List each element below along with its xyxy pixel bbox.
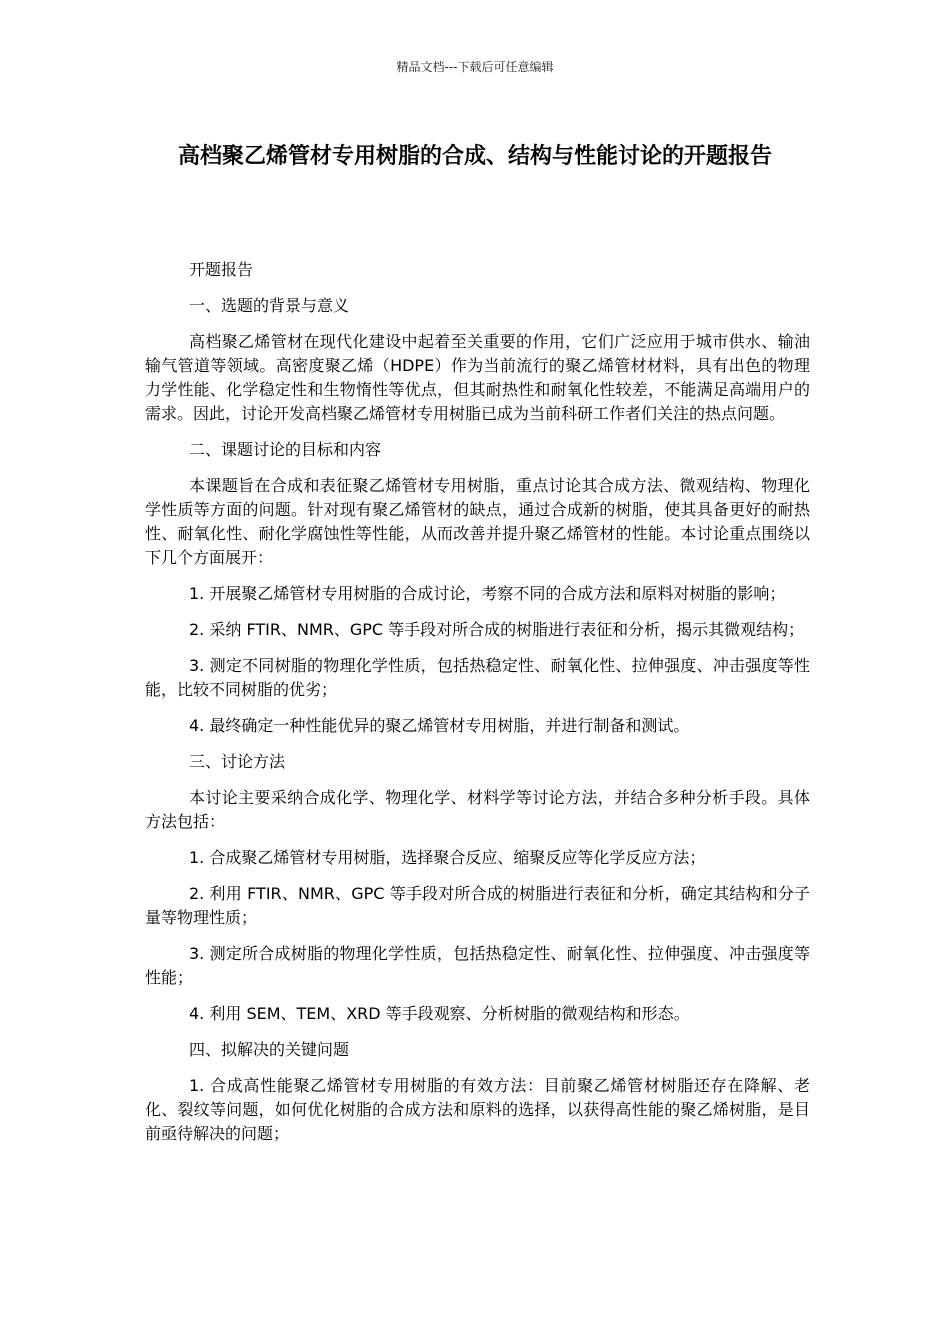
list-item-method-3: 3. 测定所合成树脂的物理化学性质，包括热稳定性、耐氧化性、拉伸强度、冲击强度等性能； [145,944,810,987]
section-heading-background: 一、选题的背景与意义 [189,296,350,315]
paragraph-report-label: 开题报告 [189,260,254,279]
list-item-method-1: 1. 合成聚乙烯管材专用树脂，选择聚合反应、缩聚反应等化学反应方法； [189,848,706,867]
section-heading-goals: 二、课题讨论的目标和内容 [189,440,382,459]
list-item-problem-1: 1. 合成高性能聚乙烯管材专用树脂的有效方法：目前聚乙烯管材树脂还存在降解、老化、裂纹等问题，如何优化树脂的合成方法和原料的选择，以获得高性能的聚乙烯树脂，是目前亟待解决的问题； [145,1076,810,1143]
list-item-goal-1: 1. 开展聚乙烯管材专用树脂的合成讨论，考察不同的合成方法和原料对树脂的影响； [189,584,786,603]
list-item-method-4: 4. 利用 SEM、TEM、XRD 等手段观察、分析树脂的微观结构和形态。 [189,1004,690,1023]
section-heading-methods: 三、讨论方法 [189,752,286,771]
header-note: 精品文档---下载后可任意编辑 [396,60,554,74]
paragraph-methods: 本讨论主要采纳合成化学、物理化学、材料学等讨论方法，并结合多种分析手段。具体方法包括： [145,788,810,831]
list-item-goal-3: 3. 测定不同树脂的物理化学性质，包括热稳定性、耐氧化性、拉伸强度、冲击强度等性能，比较不同树脂的优劣； [145,656,810,699]
list-item-method-2: 2. 利用 FTIR、NMR、GPC 等手段对所合成的树脂进行表征和分析，确定其结构和分子量等物理性质； [145,884,810,927]
list-item-goal-2: 2. 采纳 FTIR、NMR、GPC 等手段对所合成的树脂进行表征和分析，揭示其微观结构； [189,620,805,639]
document-body [145,258,810,1158]
paragraph-goals: 本课题旨在合成和表征聚乙烯管材专用树脂，重点讨论其合成方法、微观结构、物理化学性质等方面的问题。针对现有聚乙烯管材的缺点，通过合成新的树脂，使其具备更好的耐热性、耐氧化性、耐化学腐蚀性等性能，从而改善并提升聚乙烯管材的性能。本讨论重点围绕以下几个方面展开： [145,476,810,567]
list-item-goal-4: 4. 最终确定一种性能优异的聚乙烯管材专用树脂，并进行制备和测试。 [189,716,690,735]
paragraph-background: 高档聚乙烯管材在现代化建设中起着至关重要的作用，它们广泛应用于城市供水、输油输气管道等领域。高密度聚乙烯（HDPE）作为当前流行的聚乙烯管材材料，具有出色的物理力学性能、化学稳定性和生物惰性等优点，但其耐热性和耐氧化性较差，不能满足高端用户的需求。因此，讨论开发高档聚乙烯管材专用树脂已成为当前科研工作者们关注的热点问题。 [145,332,810,423]
section-heading-key-problems: 四、拟解决的关键问题 [189,1040,350,1059]
document-title: 高档聚乙烯管材专用树脂的合成、结构与性能讨论的开题报告 [177,144,772,169]
